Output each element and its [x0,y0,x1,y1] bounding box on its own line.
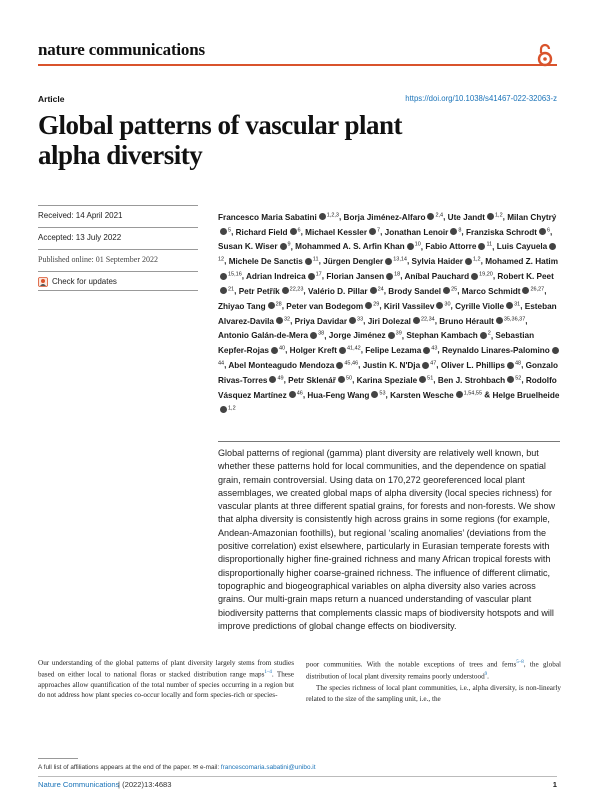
affiliation-number: 12 [218,256,225,263]
orcid-icon[interactable] [289,391,296,398]
orcid-icon[interactable] [422,362,429,369]
orcid-icon[interactable] [423,347,430,354]
received-date: Received: 14 April 2021 [38,205,198,227]
author-item [290,346,361,355]
journal-name[interactable]: nature communications [38,40,205,59]
check-updates-label: Check for updates [52,277,117,286]
author-name[interactable]: Petr Sklenář [288,375,336,385]
author-name[interactable]: Marco Schmidt [461,286,521,296]
orcid-icon[interactable] [388,332,395,339]
affiliation-number: 29 [373,300,380,307]
email-label: e-mail: [199,764,220,771]
author-item [218,213,339,222]
author-item [326,272,400,281]
affiliation-number: 8 [458,226,462,233]
check-updates-icon [38,277,48,287]
affiliation-number: 15,16 [228,271,242,278]
author-name[interactable]: Abel Monteagudo Mendoza [228,361,335,371]
affiliation-number: 13,14 [393,256,407,263]
author-name[interactable]: Felipe Lezama [365,346,422,356]
article-title: Global patterns of vascular plant alpha diversity [38,110,403,170]
footer-citation: | (2022)13:4683 [118,780,172,789]
body-text: , the global distribution of local plant diversity remains poorly understood [306,660,562,681]
author-name[interactable]: Petr Petřík [238,286,280,296]
abstract-rule [218,441,560,442]
reference-link[interactable]: 9 [484,671,488,677]
journal-header [38,36,557,76]
author-item [286,302,379,311]
author-item [329,331,402,340]
body-column-left [38,658,294,701]
author-item [288,376,352,385]
affiliation-number: 24 [377,286,384,293]
footnote [38,763,316,771]
author-item [455,302,520,311]
author-name[interactable]: Priya Davidar [294,316,348,326]
article-dates [38,205,198,291]
author-item [441,361,521,370]
author-item [363,361,437,370]
affiliation-number: 30 [444,300,451,307]
orcid-icon[interactable] [276,317,283,324]
author-name[interactable]: Zhiyao Tang [218,301,266,311]
body-text: . These approaches allow quantification of the total number of species occurring in a region but do not address how plant species co-occur locally and form species-rich or species- [38,670,294,700]
orcid-icon[interactable] [507,362,514,369]
orcid-icon[interactable] [336,362,343,369]
author-item [368,317,435,326]
affiliation-number: 6 [297,226,301,233]
author-name[interactable]: Oliver L. Phillips [440,361,505,371]
affiliation-number: 43 [431,345,438,352]
affiliation-number: 39 [395,330,402,337]
author-name[interactable]: Stephan Kambach [406,331,478,341]
orcid-icon[interactable] [371,391,378,398]
author-name[interactable]: Francesco Maria Sabatini [218,212,317,222]
author-name[interactable]: Jorge Jiménez [328,331,386,341]
author-item [406,331,491,340]
author-item [357,376,434,385]
orcid-icon[interactable] [427,213,434,220]
author-name[interactable]: Valério D. Pillar [307,286,368,296]
author-name[interactable]: Antonio Galán-de-Mera [218,331,309,341]
orcid-icon[interactable] [220,287,227,294]
affiliation-number: 2 [487,330,491,337]
author-name[interactable]: Florian Jansen [326,272,385,282]
author-item [228,361,358,370]
author-name[interactable]: Peter van Bodegom [286,301,364,311]
page-footer [38,780,557,790]
orcid-icon[interactable] [370,287,377,294]
accepted-date: Accepted: 13 July 2022 [38,227,198,249]
email-icon: ✉ [192,764,199,771]
author-name[interactable]: Robert K. Peet [497,272,554,282]
affiliation-number: 1,2,3 [326,212,339,218]
affiliation-number: 2,4 [435,212,444,218]
author-item [295,242,421,251]
affiliation-number: 22,23 [289,286,304,293]
affiliation-number: 18 [394,271,401,278]
orcid-icon[interactable] [220,228,227,235]
orcid-icon[interactable] [436,302,443,309]
abstract: Global patterns of regional (gamma) plant diversity are relatively well known, but whether these patterns hold for local communities, and the dependence on spatial grain, remain controversial. Using data on 170,272 georeferenced local plant assemblages, we created global maps of alpha diversity (local species richness) for vascular plants at three different spatial grains, for forests and non-forests. We show that alpha diversity is consistently high across grains in some regions (for example, Andean-Amazonian foothills), but regional ‘scaling anomalies’ (deviations from the positive correlation) exist elsewhere, particularly in Eurasian temperate forests with disproportionally higher fine-grained richness and many African tropical forests with disproportionally higher coarse-grained richness. The influence of different climatic, topographic and biogeographical variables on alpha diversity also varies across grains. Our multi-grain maps return a nuanced understanding of vascular plant biodiversity patterns that complements classic maps of biodiversity hotspots and will improve predictions of global change effects on biodiversity. [218,448,556,631]
orcid-icon[interactable] [338,376,345,383]
author-item [438,376,521,385]
author-item [466,228,550,237]
orcid-icon[interactable] [305,258,312,265]
orcid-icon[interactable] [465,258,472,265]
orcid-icon[interactable] [365,302,372,309]
author-name[interactable]: Bruno Hérault [439,316,494,326]
orcid-icon[interactable] [308,273,315,280]
footnote-rule [38,758,78,759]
author-item [246,272,322,281]
author-name[interactable]: Holger Kreft [289,346,337,356]
affiliation-number: 11 [486,241,493,248]
orcid-icon[interactable] [480,332,487,339]
affiliation-number: 1,2 [228,404,236,411]
author-name[interactable]: Karina Speziale [356,375,418,385]
check-for-updates-button[interactable] [38,271,198,291]
author-name[interactable]: Gonzalo Rivas-Torres [218,361,558,385]
affiliation-number: 26,27 [530,286,545,293]
page-number: 1 [552,780,557,789]
affiliation-number: 49 [277,375,284,382]
author-item [218,302,282,311]
orcid-icon[interactable] [310,332,317,339]
orcid-icon[interactable] [419,376,426,383]
body-column-right [306,658,561,704]
article-type: Article [38,94,65,104]
doi-link[interactable]: https://doi.org/10.1038/s41467-022-32063-z [405,94,557,103]
author-name[interactable]: Kiril Vassilev [383,301,435,311]
affiliation-number: 10 [414,241,421,248]
orcid-icon[interactable] [280,243,287,250]
author-item [229,257,319,266]
author-item [365,346,437,355]
author-name[interactable]: Jürgen Dengler [323,257,384,267]
affiliation-number: 9 [287,241,291,248]
affiliation-number: 1,2 [472,256,481,263]
orcid-icon[interactable] [220,406,227,413]
author-name[interactable]: Richard Field [235,227,288,237]
author-name[interactable]: Esteban Alvarez-Davila [218,301,557,326]
orcid-icon[interactable] [522,287,529,294]
affiliation-number: 25 [451,286,458,293]
author-item [218,331,324,340]
author-name[interactable]: Helge Bruelheide [492,390,560,400]
orcid-icon[interactable] [471,273,478,280]
author-item [385,228,462,237]
affiliation-number: 35,36,37 [503,315,526,322]
author-item [218,242,291,251]
orcid-icon[interactable] [339,347,346,354]
orcid-icon[interactable] [369,228,376,235]
author-item [239,287,304,296]
author-item [307,391,385,400]
orcid-icon[interactable] [478,243,485,250]
author-name[interactable]: Brody Sandel [388,286,442,296]
affiliation-number: 45,46 [344,360,359,367]
affiliation-number: 28 [275,300,282,307]
reference-link[interactable]: 1–4 [264,670,272,676]
orcid-icon[interactable] [539,228,546,235]
author-name[interactable]: Rodolfo Vásquez Martínez [218,375,557,400]
body-text: Our understanding of the global patterns of plant diversity largely stems from studies based on either local to national floras or stacked distribution range maps [38,659,294,679]
author-name[interactable]: Sebastian Kepfer-Rojas [218,331,535,356]
orcid-icon[interactable] [268,302,275,309]
orcid-icon[interactable] [271,347,278,354]
author-name[interactable]: Aníbal Pauchard [404,272,470,282]
author-name[interactable]: Franziska Schrodt [465,227,537,237]
affiliation-number: 53 [379,389,386,396]
body-text: . [487,672,489,681]
author-name[interactable]: Susan K. Wiser [218,242,278,252]
author-item [344,213,444,222]
author-name[interactable]: Jiri Dolezal [367,316,411,326]
author-name[interactable]: Reynaldo Linares-Palomino [441,346,550,356]
affiliation-number: 11 [312,256,319,263]
affiliation-number: 47 [430,360,437,367]
author-name[interactable]: Mohammed A. S. Arfin Khan [295,242,405,252]
author-name[interactable]: Ute Jandt [447,212,485,222]
author-item [308,287,384,296]
author-name[interactable]: Michael Kessler [305,227,368,237]
orcid-icon[interactable] [487,213,494,220]
affiliation-number: 1,2 [494,212,503,218]
author-name[interactable]: Luis Cayuela [496,242,548,252]
affiliation-number: 41,42 [346,345,361,352]
author-name[interactable]: Hua-Feng Wang [307,390,370,400]
orcid-icon[interactable] [456,391,463,398]
footer-journal-link[interactable]: Nature Communications [38,780,120,789]
article-meta [38,94,557,108]
author-item [448,213,503,222]
orcid-icon[interactable] [282,287,289,294]
orcid-icon[interactable] [413,317,420,324]
author-item [388,287,457,296]
author-list: Francesco Maria Sabatini $^{1,2,3}$, Borja Jiménez-Alfaro $^{2,4}$, Ute Jandt $^{1,2}$, Milan Chytrý$^5$, Richard Field $^6$, Michael Kessler $^7$, Jonathan Lenoir $^8$, Franziska Schrodt $^6$, Susan K. Wiser $^9$, Mohammed A. S. Arfin Khan $^{10}$, Fabio Attorre $^{11}$, Luis Cayuela$^{12}$, Michele De Sanctis $^{11}$, Jürgen Dengler $^{13,14}$, Sylvia Haider $^{1,2}$, Mohamed Z. Hatim$^{15,16}$, Adrian Indreica $^{17}$, Florian Jansen $^{18}$, Aníbal Pauchard $^{19,20}$, Robert K. Peet$^{21}$, Petr Petřík $^{22,23}$, Valério D. Pillar $^{24}$, Brody Sandel $^{25}$, Marco Schmidt $^{26,27}$, Zhiyao Tang $^{28}$, Peter van Bodegom $^{29}$, Kiril Vassilev $^{30}$, Cyrille Violle $^{31}$, Esteban Alvarez-Davila $^{32}$, Priya Davidar $^{33}$, Jiri Dolezal $^{22,34}$, Bruno Hérault $^{35,36,37}$, Antonio Galán-de-Mera $^{38}$, Jorge Jiménez $^{39}$, Stephan Kambach $^2$, Sebastian Kepfer-Rojas $^{40}$, Holger Kreft $^{41,42}$, Felipe Lezama $^{43}$, Reynaldo Linares-Palomino$^{44}$, Abel Monteagudo Mendoza $^{45,46}$, Justin K. N'Dja $^{47}$, Oliver L. Phillips $^{48}$, Gonzalo Rivas-Torres $^{49}$, Petr Sklenář $^{50}$, Karina Speziale $^{51}$, Ben J. Strohbach $^{52}$, Rodolfo Vásquez Martínez $^{46}$, Hua-Feng Wang $^{53}$, Karsten Wesche $^{1,54,55}$ & Helge Bruelheide$^{1,2}$ [218,209,560,417]
author-item [439,317,525,326]
author-name[interactable]: Sylvia Haider [411,257,463,267]
orcid-icon[interactable] [290,228,297,235]
orcid-icon[interactable] [349,317,356,324]
orcid-icon[interactable] [385,258,392,265]
affiliation-number: 17 [315,271,322,278]
affiliation-number: 38 [318,330,325,337]
author-name[interactable]: Mohamed Z. Hatim [485,257,558,267]
affiliation-number: 50 [345,375,353,382]
footnote-text: A full list of affiliations appears at the end of the paper. [38,764,192,771]
author-item [305,228,380,237]
orcid-icon[interactable] [269,376,276,383]
author-name[interactable]: Ben J. Strohbach [437,375,506,385]
affiliation-number: 5 [228,226,232,233]
author-name[interactable]: Adrian Indreica [246,272,306,282]
email-link[interactable]: francescomaria.sabatini@unibo.it [220,764,316,771]
affiliation-number: 40 [278,345,286,352]
author-item [323,257,407,266]
affiliation-number: 22,34 [420,315,435,322]
body-paragraph [38,658,294,701]
author-item [462,287,544,296]
author-item [295,317,363,326]
footer-rule [38,776,557,777]
orcid-icon[interactable] [496,317,503,324]
author-name[interactable]: Fabio Attorre [425,242,477,252]
author-item [384,302,451,311]
author-name[interactable]: Michele De Sanctis [228,257,303,267]
affiliation-number: 32 [283,315,291,322]
author-name[interactable]: Karsten Wesche [390,390,454,400]
author-item [412,257,481,266]
author-item [390,391,482,400]
affiliation-number: 51 [427,375,434,382]
orcid-icon[interactable] [319,213,326,220]
published-date: Published online: 01 September 2022 [38,249,198,271]
body-text: poor communities. With the notable exceptions of trees and ferns [306,660,517,669]
affiliation-number: 6 [546,226,551,233]
orcid-icon[interactable] [552,347,559,354]
orcid-icon[interactable] [549,243,556,250]
orcid-icon[interactable] [407,243,414,250]
affiliation-number: 31 [514,300,521,307]
author-name[interactable]: Borja Jiménez-Alfaro [343,212,426,222]
body-paragraph [306,658,561,681]
author-item [425,242,492,251]
orcid-icon[interactable] [220,273,227,280]
affiliation-number: 52 [515,375,522,382]
author-name[interactable]: Cyrille Violle [455,301,505,311]
header-rule [38,64,557,66]
affiliation-number: 1,54,55 [463,389,483,396]
orcid-icon[interactable] [507,376,514,383]
author-item [236,228,301,237]
author-item [404,272,492,281]
reference-link[interactable]: 5–8 [516,660,524,665]
affiliation-number: 19,20 [479,271,493,278]
affiliation-number: 7 [377,226,381,233]
affiliation-number: 33 [357,315,364,322]
affiliation-number: 21 [228,286,235,293]
body-paragraph: The species richness of local plant communities, i.e., alpha diversity, is non-linearly related to the size of the sampling unit, i.e., the [306,684,561,703]
affiliation-number: 46 [296,389,303,396]
affiliation-number: 48 [514,360,522,367]
affiliation-number: 44 [218,360,225,367]
author-name[interactable]: Jonathan Lenoir [384,227,449,237]
author-name[interactable]: Milan Chytrý [507,212,557,222]
orcid-icon[interactable] [450,228,457,235]
author-name[interactable]: Justin K. N'Dja [362,361,421,371]
orcid-icon[interactable] [386,273,393,280]
orcid-icon[interactable] [443,287,450,294]
orcid-icon[interactable] [506,302,513,309]
